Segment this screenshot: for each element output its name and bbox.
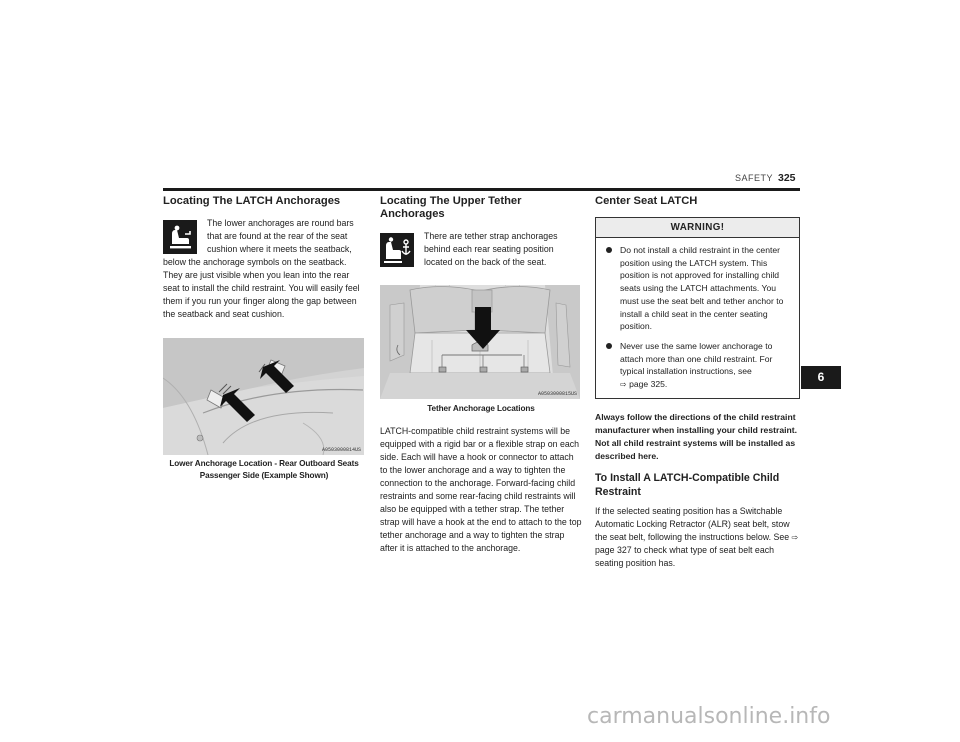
warning-item-text: Never use the same lower anchorage to attach more than one child restraint. For typical installation instructions, see xyxy=(620,340,773,377)
column-center-seat-latch xyxy=(595,195,800,570)
warning-item xyxy=(604,340,791,392)
lower-anchorage-figure xyxy=(163,338,364,455)
manufacturer-directions-note: Always follow the directions of the child restraint manufacturer when installing your child restraint. Not all child restraint systems will be installed as described here. xyxy=(595,411,797,461)
tether-intro-paragraph xyxy=(380,230,582,269)
heading-tether-anchorages: Locating The Upper Tether Anchorages xyxy=(380,195,522,220)
rear-seat-illustration xyxy=(163,338,364,455)
figure-code: A0503000814US xyxy=(321,447,361,453)
warning-body xyxy=(596,238,799,398)
tether-anchor-icon xyxy=(380,233,414,267)
page-reference-link[interactable]: page 325. xyxy=(629,379,668,390)
column-latch-anchorages xyxy=(163,195,365,482)
bullet-icon xyxy=(606,343,612,349)
warning-item-text: Do not install a child restraint in the center position using the LATCH system. This position is not approved for installing child seats using the LATCH attachments. You must use the seat belt and tether anchor to install a child seat in the center seating position. xyxy=(620,245,784,332)
warning-item xyxy=(604,244,791,333)
column-tether-anchorages xyxy=(380,195,582,555)
lower-anchor-text: The lower anchorages are round bars that are found at the rear of the seat cushion where it meets the seatback, below the anchorage symbols on the seatback. They are just visible when you lean into the rear seat to install the child restraint. You will easily feel them if you run your finger along the gap between the seatback and seat cushion. xyxy=(163,218,360,319)
running-header-section: SAFETY xyxy=(735,173,774,183)
caption-line-1: Lower Anchorage Location - Rear Outboard Seats xyxy=(169,459,359,468)
latch-compatible-text: LATCH-compatible child restraint systems will be equipped with a rigid bar or a flexible strap on each side. Each will have a hook or connector to attach to the lower anchorage and a way to tighten the connection to the anchorage. Forward-facing child restraints and some rear-facing child restraints will also be equipped with a tether strap. The tether strap will have a hook at the end to attach to the top tether anchorage and a way to tighten the strap after it is attached to the anchorage. xyxy=(380,426,582,553)
heading-latch-anchorages: Locating The LATCH Anchorages xyxy=(163,195,341,207)
heading-install-latch-restraint: To Install A LATCH-Compatible Child Restraint xyxy=(595,471,780,498)
watermark: carmanualsonline.info xyxy=(587,704,831,729)
figure-code: A0503000815US xyxy=(537,391,577,397)
page-number: 325 xyxy=(778,172,796,184)
warning-title: WARNING! xyxy=(596,218,799,238)
tether-anchorage-caption: Tether Anchorage Locations xyxy=(427,404,535,413)
page-reference-arrow-icon: ⇨ xyxy=(791,532,799,542)
warning-box xyxy=(595,217,800,399)
header-rule xyxy=(163,188,800,191)
page-reference-link[interactable]: page 327 xyxy=(595,544,632,555)
cargo-area-illustration xyxy=(380,285,580,399)
lower-anchor-paragraph xyxy=(163,217,365,321)
install-text-after: to check what type of seat belt each seating position has. xyxy=(595,544,775,568)
tether-anchorage-figure xyxy=(380,285,580,399)
bullet-icon xyxy=(606,247,612,253)
heading-center-seat-latch: Center Seat LATCH xyxy=(595,195,698,207)
caption-line-2: Passenger Side (Example Shown) xyxy=(199,471,329,480)
lower-anchorage-caption xyxy=(163,458,365,482)
install-instructions xyxy=(595,505,800,570)
install-text-before: If the selected seating position has a Switchable Automatic Locking Retractor (ALR) seat belt, stow the seat belt, following the instructions below. See xyxy=(595,505,790,542)
child-seat-lower-anchor-icon xyxy=(163,220,197,254)
tether-intro-text: There are tether strap anchorages behind each rear seating position located on the back of the seat. xyxy=(424,231,558,267)
chapter-tab: 6 xyxy=(801,366,841,389)
page-reference-arrow-icon: ⇨ xyxy=(620,380,627,390)
